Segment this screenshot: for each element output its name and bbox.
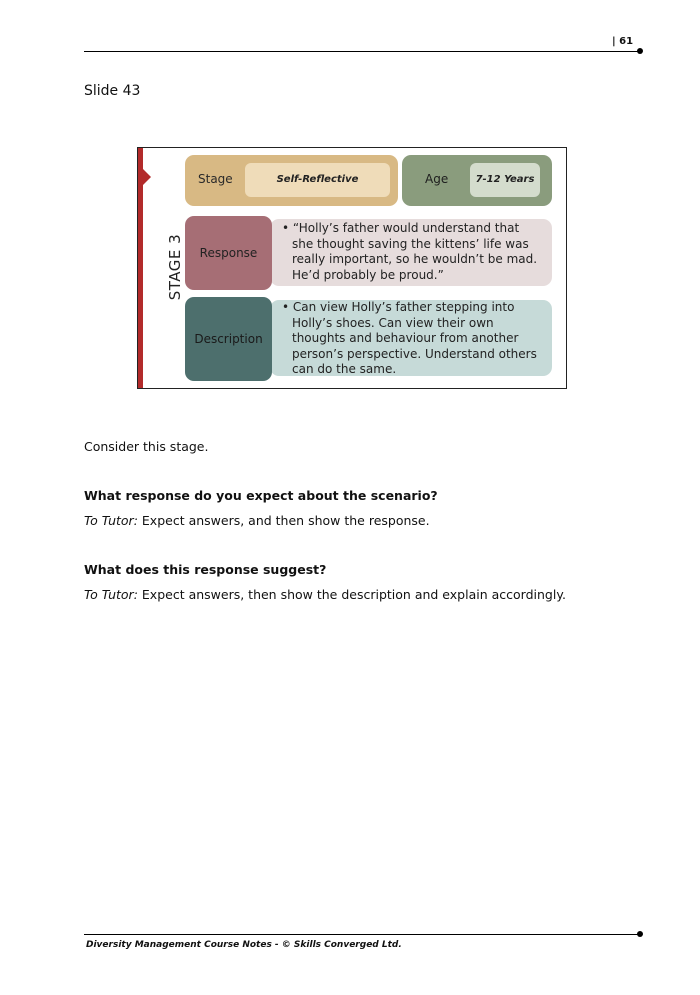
response-label: Response <box>185 216 272 290</box>
description-label: Description <box>185 297 272 381</box>
slide-arrow-icon <box>142 168 151 186</box>
tutor-prefix-1: To Tutor: <box>84 513 138 528</box>
footer-rule <box>84 934 639 935</box>
tutor-note-2 <box>84 587 566 602</box>
response-content <box>270 219 552 286</box>
age-label: Age <box>425 172 449 186</box>
tutor-prefix-2: To Tutor: <box>84 587 138 602</box>
description-text: • Can view Holly’s father stepping into Holly’s shoes. Can view their own thoughts and behaviour from another person’s perspective. Understand others can do the same. <box>282 300 537 376</box>
stage-vertical-label: STAGE 3 <box>166 233 184 301</box>
age-box <box>402 155 552 206</box>
tutor-note-1 <box>84 513 430 528</box>
footer-rule-dot <box>637 931 643 937</box>
question-1: What response do you expect about the scenario? <box>84 488 438 503</box>
footer-text: Diversity Management Course Notes - © Skills Converged Ltd. <box>86 940 402 950</box>
stage-label: Stage <box>198 172 233 186</box>
stage-box <box>185 155 398 206</box>
age-value: 7-12 Years <box>470 163 540 197</box>
tutor-text-2: Expect answers, then show the description and explain accordingly. <box>137 587 566 602</box>
header-rule <box>84 51 639 52</box>
tutor-text-1: Expect answers, and then show the response. <box>137 513 430 528</box>
stage-value: Self-Reflective <box>245 163 390 197</box>
question-2: What does this response suggest? <box>84 562 327 577</box>
slide-frame <box>137 147 567 389</box>
response-text: • “Holly’s father would understand that she thought saving the kittens’ life was really important, so he wouldn’t be mad. He’d probably be proud.” <box>282 221 538 282</box>
intro-text: Consider this stage. <box>84 439 209 454</box>
slide-title: Slide 43 <box>84 83 141 99</box>
header-rule-dot <box>637 48 643 54</box>
page-number: | 61 <box>612 36 634 47</box>
description-content <box>270 300 552 376</box>
